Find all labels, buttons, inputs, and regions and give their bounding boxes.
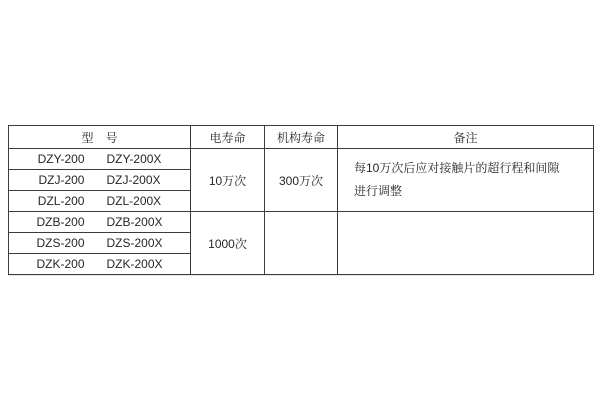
model-cell [9, 233, 191, 254]
model-name: DZJ-200 [38, 173, 85, 187]
model-name-x: DZJ-200X [106, 173, 161, 187]
model-pair [9, 215, 190, 229]
model-name: DZY-200 [37, 152, 85, 166]
model-name: DZS-200 [36, 236, 85, 250]
model-pair [9, 257, 190, 271]
remarks-cell [338, 212, 594, 275]
model-cell [9, 170, 191, 191]
table-row [9, 212, 594, 233]
model-pair [9, 152, 190, 166]
model-name: DZB-200 [36, 215, 85, 229]
relay-life-spec-table [8, 125, 594, 275]
header-remarks: 备注 [338, 126, 594, 149]
remarks-line-1: 每10万次后应对接触片的超行程和间隙 [354, 161, 560, 175]
header-model: 型 号 [9, 126, 191, 149]
model-name: DZL-200 [37, 194, 85, 208]
header-mechanical-life: 机构寿命 [265, 126, 338, 149]
mechanical-life-cell: 300万次 [265, 149, 338, 212]
model-name-x: DZY-200X [106, 152, 162, 166]
model-cell [9, 254, 191, 275]
header-row [9, 126, 594, 149]
electrical-life-cell: 1000次 [191, 212, 265, 275]
model-name-x: DZK-200X [106, 257, 163, 271]
model-cell [9, 191, 191, 212]
model-cell [9, 212, 191, 233]
electrical-life-cell: 10万次 [191, 149, 265, 212]
header-electrical-life: 电寿命 [191, 126, 265, 149]
model-name-x: DZS-200X [106, 236, 163, 250]
model-pair [9, 194, 190, 208]
table-row [9, 149, 594, 170]
remarks-line-2: 进行调整 [354, 184, 403, 198]
model-name-x: DZL-200X [106, 194, 162, 208]
remarks-cell [338, 149, 594, 212]
mechanical-life-cell [265, 212, 338, 275]
model-pair [9, 173, 190, 187]
model-name: DZK-200 [36, 257, 85, 271]
model-name-x: DZB-200X [106, 215, 163, 229]
model-cell [9, 149, 191, 170]
model-pair [9, 236, 190, 250]
